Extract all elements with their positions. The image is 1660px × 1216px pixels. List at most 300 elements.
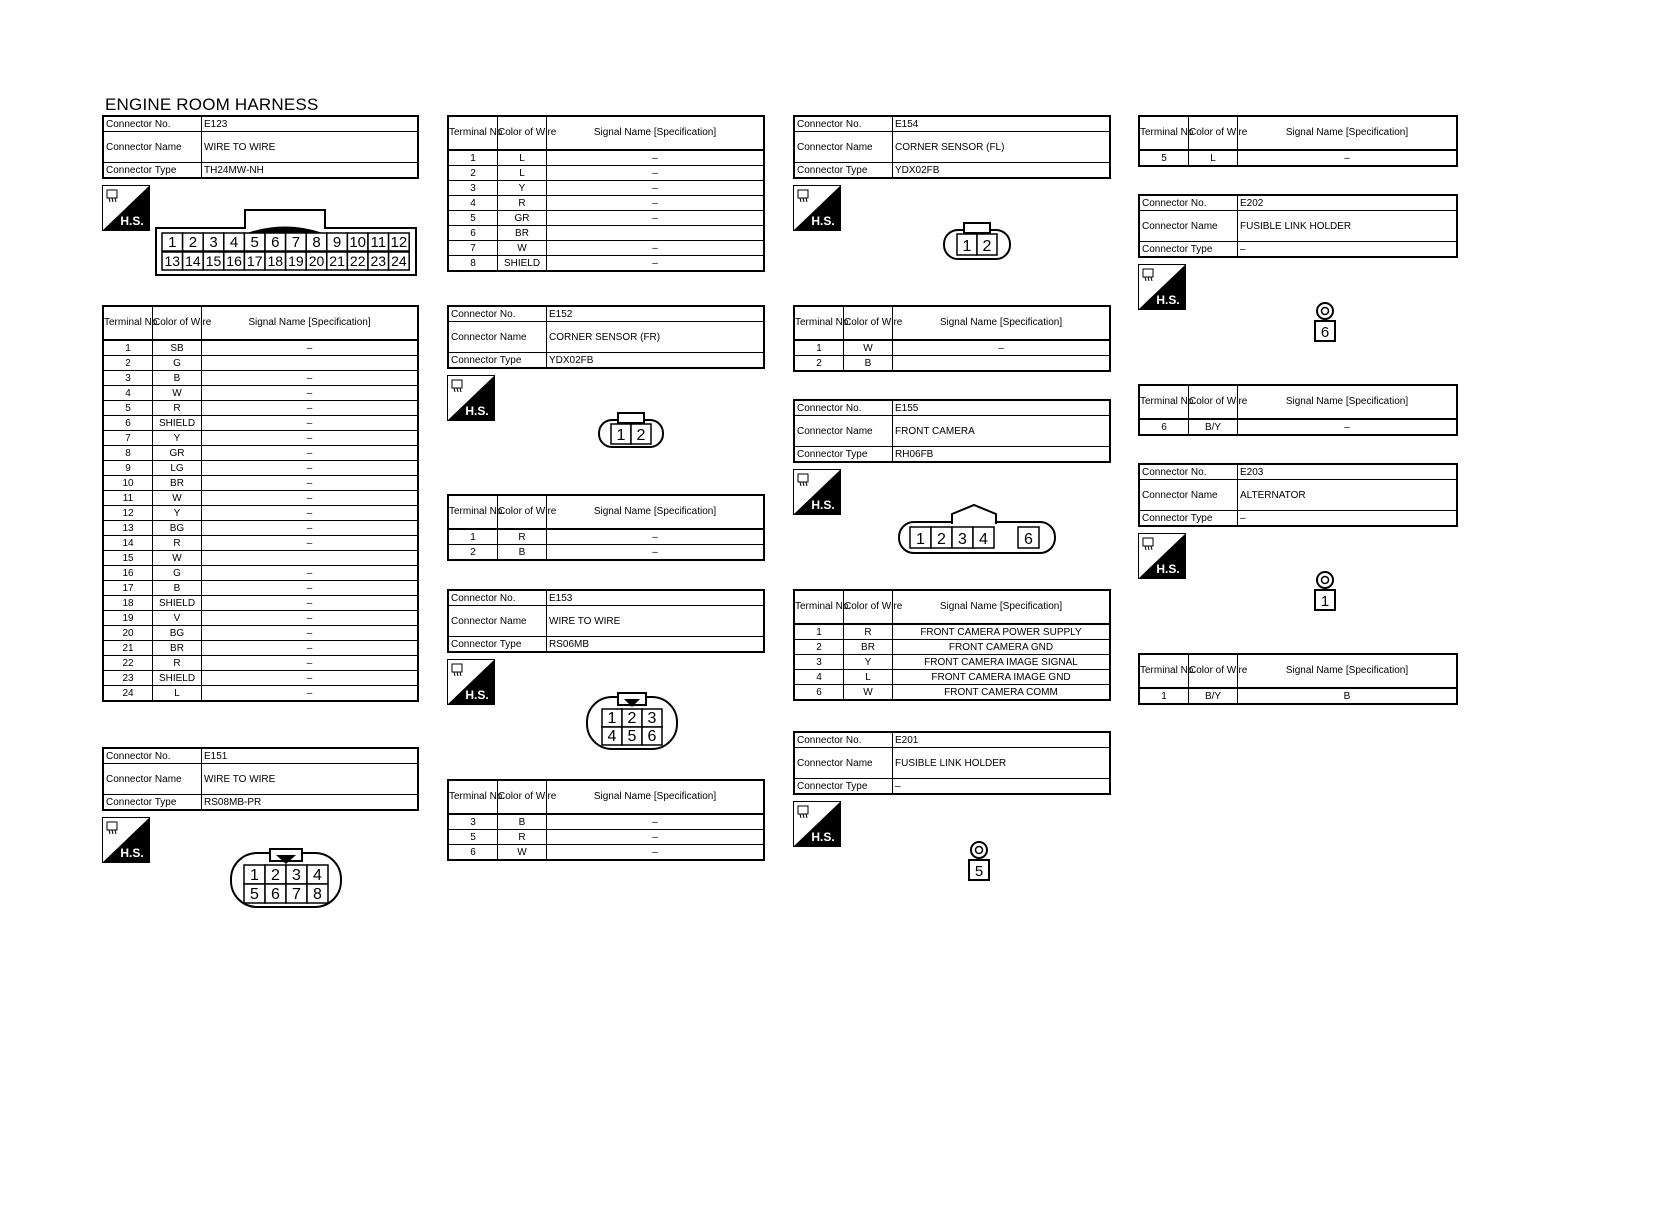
connector-face-e203 — [1312, 571, 1338, 611]
wire-color-cell: R — [498, 196, 547, 211]
terminal-no-cell: 6 — [448, 845, 498, 861]
wire-color-cell: B — [498, 545, 547, 561]
pin-label: 20 — [308, 253, 325, 269]
terminal-row — [448, 150, 764, 166]
connector-type-label: Connector Type — [448, 637, 547, 653]
terminal-no-cell: 6 — [103, 416, 153, 431]
terminal-no-cell: 12 — [103, 506, 153, 521]
signal-name-cell: – — [202, 401, 419, 416]
connector-no-label: Connector No. — [1139, 195, 1238, 211]
terminal-no-cell: 6 — [448, 226, 498, 241]
signal-header: Signal Name [Specification] — [1238, 654, 1458, 688]
terminal-row — [448, 545, 764, 561]
signal-header: Signal Name [Specification] — [893, 590, 1111, 624]
color-header: Color of Wire — [1189, 116, 1238, 150]
connector-name-label: Connector Name — [794, 748, 893, 779]
terminal-no-cell: 22 — [103, 656, 153, 671]
signal-name-cell: – — [547, 181, 765, 196]
hs-label: H.S. — [811, 830, 835, 844]
wire-color-cell: GR — [153, 446, 202, 461]
signal-name-cell: – — [547, 196, 765, 211]
terminal-row — [448, 226, 764, 241]
pin-label: 4 — [229, 234, 239, 251]
hs-label: H.S. — [811, 498, 835, 512]
terminal-row — [103, 656, 418, 671]
terminal-no-cell: 1 — [794, 624, 844, 640]
terminal-row — [103, 671, 418, 686]
color-header: Color of Wire — [1189, 385, 1238, 419]
terminal-row — [448, 830, 764, 845]
terminal-no-cell: 17 — [103, 581, 153, 596]
connector-no-value: E201 — [893, 732, 1111, 748]
terminal-row — [448, 814, 764, 830]
wire-color-cell: L — [153, 686, 202, 702]
terminal-no-cell: 3 — [103, 371, 153, 386]
pin-label: 15 — [205, 253, 222, 269]
connector-no-value: E202 — [1238, 195, 1458, 211]
pin-label: 5 — [250, 234, 259, 251]
terminal-no-cell: 15 — [103, 551, 153, 566]
signal-name-cell: – — [202, 611, 419, 626]
connector-no-label: Connector No. — [103, 116, 202, 132]
pin-label: 1 — [916, 531, 925, 548]
pin-label: 6 — [1024, 531, 1033, 548]
terminal-row — [448, 166, 764, 181]
wire-color-cell: BR — [498, 226, 547, 241]
terminal-no-cell: 18 — [103, 596, 153, 611]
connector-type-label: Connector Type — [103, 163, 202, 179]
terminal-no-cell: 6 — [1139, 419, 1189, 435]
signal-name-cell: – — [202, 521, 419, 536]
connector-type-label: Connector Type — [794, 447, 893, 463]
terminal-no-cell: 13 — [103, 521, 153, 536]
wire-color-cell: B/Y — [1189, 419, 1238, 435]
signal-name-cell: – — [202, 581, 419, 596]
connector-face-e151 — [230, 848, 342, 908]
signal-name-cell: B — [1238, 688, 1458, 704]
terminal-row — [103, 551, 418, 566]
pin-label: 2 — [271, 867, 280, 884]
pin-label: 18 — [267, 253, 284, 269]
pin-label: 1 — [250, 867, 259, 884]
signal-name-cell: – — [202, 506, 419, 521]
pin-label: 1 — [1320, 593, 1330, 610]
terminal-row — [794, 655, 1110, 670]
terminal-row — [103, 371, 418, 386]
terminal-row — [103, 476, 418, 491]
terminal-no-cell: 3 — [448, 814, 498, 830]
wire-color-cell: L — [498, 150, 547, 166]
terminal-no-header: Terminal No. — [794, 306, 844, 340]
pin-label: 2 — [627, 710, 637, 727]
terminal-row — [103, 446, 418, 461]
connector-no-label: Connector No. — [794, 116, 893, 132]
terminal-no-header: Terminal No — [448, 116, 498, 150]
hs-label: H.S. — [1156, 293, 1180, 307]
terminal-row — [1139, 150, 1457, 166]
terminal-table-e151 — [447, 115, 765, 272]
signal-header: Signal Name [Specification] — [547, 780, 765, 814]
connector-no-label: Connector No. — [448, 306, 547, 322]
pin-label: 6 — [647, 728, 657, 745]
terminal-no-cell: 4 — [794, 670, 844, 685]
connector-face-e152 — [598, 412, 664, 448]
terminal-no-cell: 1 — [103, 340, 153, 356]
connector-type-value: RS08MB-PR — [202, 795, 419, 811]
signal-name-cell — [547, 226, 765, 241]
connector-name-label: Connector Name — [794, 416, 893, 447]
pin-label: 1 — [168, 234, 177, 251]
connector-name-value: WIRE TO WIRE — [547, 606, 765, 637]
wire-color-cell: G — [153, 356, 202, 371]
connector-face-e201 — [966, 841, 992, 881]
wire-color-cell: SHIELD — [498, 256, 547, 272]
connector-info-e155 — [793, 399, 1111, 463]
signal-name-cell: FRONT CAMERA POWER SUPPLY — [893, 624, 1111, 640]
wire-color-cell: W — [153, 491, 202, 506]
terminal-row — [794, 685, 1110, 701]
signal-name-cell: – — [202, 566, 419, 581]
terminal-table-e203 — [1138, 653, 1458, 705]
terminal-no-cell: 6 — [794, 685, 844, 701]
wire-color-cell: SB — [153, 340, 202, 356]
terminal-row — [448, 196, 764, 211]
connector-no-value: E155 — [893, 400, 1111, 416]
wire-color-cell: B/Y — [1189, 688, 1238, 704]
pin-label: 19 — [288, 253, 304, 269]
terminal-no-header: Terminal No. — [1139, 654, 1189, 688]
hs-icon — [793, 801, 841, 847]
terminal-row — [448, 256, 764, 272]
terminal-table-e152 — [447, 494, 765, 561]
signal-name-cell: – — [547, 166, 765, 181]
connector-no-value: E151 — [202, 748, 419, 764]
connector-name-value: CORNER SENSOR (FL) — [893, 132, 1111, 163]
connector-no-label: Connector No. — [794, 732, 893, 748]
hs-label: H.S. — [1156, 562, 1180, 576]
connector-type-value: – — [893, 779, 1111, 795]
terminal-row — [103, 626, 418, 641]
pin-label: 22 — [349, 253, 366, 269]
wire-color-cell: SHIELD — [153, 596, 202, 611]
terminal-row — [103, 581, 418, 596]
wire-color-cell: R — [153, 401, 202, 416]
connector-type-value: – — [1238, 242, 1458, 258]
connector-type-label: Connector Type — [1139, 242, 1238, 258]
wire-color-cell: R — [498, 529, 547, 545]
pin-label: 6 — [1320, 324, 1330, 341]
terminal-no-cell: 5 — [448, 211, 498, 226]
pin-label: 8 — [312, 234, 321, 251]
connector-no-value: E152 — [547, 306, 765, 322]
pin-label: 3 — [292, 867, 301, 884]
wire-color-cell: BR — [844, 640, 893, 655]
connector-type-value: – — [1238, 511, 1458, 527]
hs-icon — [1138, 533, 1186, 579]
hs-icon — [793, 185, 841, 231]
color-header: Color of Wire — [498, 495, 547, 529]
connector-info-e202 — [1138, 194, 1458, 258]
terminal-no-cell: 8 — [103, 446, 153, 461]
signal-name-cell: FRONT CAMERA IMAGE SIGNAL — [893, 655, 1111, 670]
pin-label: 24 — [391, 253, 407, 269]
hs-label: H.S. — [811, 214, 835, 228]
connector-info-e153 — [447, 589, 765, 653]
signal-name-cell: – — [202, 626, 419, 641]
connector-name-value: FUSIBLE LINK HOLDER — [893, 748, 1111, 779]
signal-name-cell: – — [202, 656, 419, 671]
wire-color-cell: V — [153, 611, 202, 626]
connector-name-value: FRONT CAMERA — [893, 416, 1111, 447]
wire-color-cell: R — [498, 830, 547, 845]
terminal-row — [103, 641, 418, 656]
pin-label: 5 — [627, 728, 637, 745]
color-header: Color of Wire — [498, 780, 547, 814]
connector-name-label: Connector Name — [794, 132, 893, 163]
pin-label: 3 — [958, 531, 967, 548]
pin-label: 5 — [250, 886, 259, 903]
color-header: Color of Wire — [153, 306, 202, 340]
connector-type-label: Connector Type — [794, 163, 893, 179]
signal-header: Signal Name [Specification] — [893, 306, 1111, 340]
signal-name-cell: – — [547, 845, 765, 861]
signal-header: Signal Name [Specification] — [1238, 385, 1458, 419]
signal-name-cell: – — [202, 536, 419, 551]
connector-type-label: Connector Type — [448, 353, 547, 369]
connector-face-e202 — [1312, 302, 1338, 342]
terminal-row — [103, 536, 418, 551]
signal-name-cell: FRONT CAMERA COMM — [893, 685, 1111, 701]
signal-name-cell: – — [202, 596, 419, 611]
terminal-row — [103, 521, 418, 536]
hs-label: H.S. — [465, 404, 489, 418]
terminal-row — [1139, 688, 1457, 704]
terminal-no-cell: 1 — [794, 340, 844, 356]
terminal-row — [794, 340, 1110, 356]
pin-label: 6 — [271, 886, 280, 903]
terminal-row — [103, 596, 418, 611]
connector-name-label: Connector Name — [103, 764, 202, 795]
signal-name-cell: – — [202, 446, 419, 461]
terminal-no-cell: 19 — [103, 611, 153, 626]
terminal-row — [794, 624, 1110, 640]
wire-color-cell: W — [153, 386, 202, 401]
signal-name-cell: – — [547, 241, 765, 256]
terminal-no-header: Terminal No. — [448, 495, 498, 529]
signal-name-cell: FRONT CAMERA IMAGE GND — [893, 670, 1111, 685]
terminal-row — [448, 181, 764, 196]
wire-color-cell: L — [844, 670, 893, 685]
signal-name-cell: – — [547, 545, 765, 561]
terminal-no-cell: 5 — [103, 401, 153, 416]
hs-icon — [102, 817, 150, 863]
wire-color-cell: BR — [153, 641, 202, 656]
terminal-no-cell: 23 — [103, 671, 153, 686]
hs-icon — [1138, 264, 1186, 310]
signal-name-cell: – — [202, 641, 419, 656]
terminal-table-e154 — [793, 305, 1111, 372]
wire-color-cell: SHIELD — [153, 671, 202, 686]
terminal-no-cell: 5 — [1139, 150, 1189, 166]
terminal-table-e155 — [793, 589, 1111, 701]
terminal-no-header: Terminal No. — [1139, 385, 1189, 419]
wire-color-cell: Y — [498, 181, 547, 196]
terminal-row — [794, 640, 1110, 655]
signal-name-cell: – — [547, 529, 765, 545]
signal-name-cell: – — [202, 340, 419, 356]
pin-label: 3 — [647, 710, 657, 727]
connector-info-e203 — [1138, 463, 1458, 527]
wire-color-cell: LG — [153, 461, 202, 476]
connector-name-value: ALTERNATOR — [1238, 480, 1458, 511]
connector-face-e154 — [943, 222, 1011, 260]
pin-label: 23 — [370, 253, 387, 269]
terminal-row — [103, 491, 418, 506]
connector-name-label: Connector Name — [1139, 480, 1238, 511]
terminal-no-cell: 5 — [448, 830, 498, 845]
terminal-no-cell: 10 — [103, 476, 153, 491]
signal-name-cell: – — [202, 416, 419, 431]
hs-label: H.S. — [120, 214, 144, 228]
signal-name-cell: – — [202, 371, 419, 386]
wire-color-cell: G — [153, 566, 202, 581]
connector-face-e155 — [898, 504, 1056, 554]
connector-type-label: Connector Type — [1139, 511, 1238, 527]
terminal-row — [103, 461, 418, 476]
pin-label: 4 — [313, 867, 322, 884]
signal-header: Signal Name [Specification] — [547, 495, 765, 529]
connector-no-label: Connector No. — [1139, 464, 1238, 480]
signal-name-cell: – — [547, 256, 765, 272]
connector-no-label: Connector No. — [103, 748, 202, 764]
signal-name-cell: – — [547, 150, 765, 166]
terminal-no-cell: 1 — [448, 150, 498, 166]
connector-no-label: Connector No. — [448, 590, 547, 606]
wire-color-cell: R — [844, 624, 893, 640]
pin-label: 6 — [271, 234, 280, 251]
terminal-no-cell: 1 — [1139, 688, 1189, 704]
connector-info-e152 — [447, 305, 765, 369]
terminal-no-cell: 4 — [103, 386, 153, 401]
pin-label: 8 — [313, 886, 322, 903]
connector-name-value: FUSIBLE LINK HOLDER — [1238, 211, 1458, 242]
terminal-no-cell: 7 — [103, 431, 153, 446]
terminal-no-cell: 3 — [794, 655, 844, 670]
connector-no-label: Connector No. — [794, 400, 893, 416]
terminal-row — [794, 356, 1110, 372]
terminal-no-header: Terminal No — [1139, 116, 1189, 150]
signal-name-cell: – — [893, 340, 1111, 356]
pin-label: 5 — [974, 863, 984, 880]
wire-color-cell: B — [844, 356, 893, 372]
terminal-row — [794, 670, 1110, 685]
wire-color-cell: BR — [153, 476, 202, 491]
connector-type-value: YDX02FB — [547, 353, 765, 369]
terminal-no-cell: 2 — [794, 356, 844, 372]
connector-name-label: Connector Name — [448, 606, 547, 637]
pin-label: 13 — [164, 253, 181, 269]
connector-type-value: RH06FB — [893, 447, 1111, 463]
wire-color-cell: W — [844, 685, 893, 701]
page-title: ENGINE ROOM HARNESS — [105, 95, 319, 114]
pin-label: 16 — [226, 253, 242, 269]
wire-color-cell: R — [153, 656, 202, 671]
pin-label: 14 — [185, 253, 201, 269]
terminal-table-e202 — [1138, 384, 1458, 436]
signal-name-cell — [202, 551, 419, 566]
wire-color-cell: W — [498, 241, 547, 256]
signal-header: Signal Name [Specification] — [1238, 116, 1458, 150]
connector-name-label: Connector Name — [448, 322, 547, 353]
terminal-no-header: Terminal No. — [103, 306, 153, 340]
pin-label: 7 — [292, 886, 301, 903]
terminal-no-header: Terminal No. — [794, 590, 844, 624]
connector-name-value: WIRE TO WIRE — [202, 764, 419, 795]
wire-color-cell: W — [844, 340, 893, 356]
wire-color-cell: B — [498, 814, 547, 830]
pin-label: 1 — [616, 427, 626, 444]
signal-name-cell: – — [202, 476, 419, 491]
connector-name-value: CORNER SENSOR (FR) — [547, 322, 765, 353]
connector-no-value: E153 — [547, 590, 765, 606]
color-header: Color of Wire — [498, 116, 547, 150]
wire-color-cell: SHIELD — [153, 416, 202, 431]
color-header: Color of Wire — [1189, 654, 1238, 688]
signal-name-cell: – — [202, 431, 419, 446]
connector-type-value: RS06MB — [547, 637, 765, 653]
signal-name-cell: FRONT CAMERA GND — [893, 640, 1111, 655]
hs-icon — [447, 659, 495, 705]
pin-label: 10 — [349, 234, 367, 251]
connector-info-e154 — [793, 115, 1111, 179]
pin-label: 2 — [188, 234, 198, 251]
signal-header: Signal Name [Specification] — [202, 306, 419, 340]
color-header: Color of Wire — [844, 306, 893, 340]
signal-name-cell: – — [202, 386, 419, 401]
terminal-row — [103, 401, 418, 416]
terminal-no-cell: 11 — [103, 491, 153, 506]
wire-color-cell: BG — [153, 626, 202, 641]
terminal-no-cell: 16 — [103, 566, 153, 581]
pin-label: 7 — [291, 234, 301, 251]
pin-label: 4 — [607, 728, 617, 745]
signal-name-cell: – — [1238, 150, 1458, 166]
pin-label: 1 — [607, 710, 617, 727]
connector-type-label: Connector Type — [103, 795, 202, 811]
terminal-table-e123 — [102, 305, 419, 702]
terminal-row — [103, 431, 418, 446]
signal-name-cell: – — [202, 686, 419, 702]
hs-icon — [793, 469, 841, 515]
connector-type-label: Connector Type — [794, 779, 893, 795]
pin-label: 4 — [979, 531, 988, 548]
wire-color-cell: L — [498, 166, 547, 181]
pin-label: 1 — [962, 238, 972, 255]
hs-icon — [102, 185, 150, 231]
signal-name-cell — [202, 356, 419, 371]
terminal-row — [103, 566, 418, 581]
hs-icon — [447, 375, 495, 421]
terminal-row — [448, 529, 764, 545]
signal-name-cell: – — [1238, 419, 1458, 435]
terminal-row — [103, 686, 418, 702]
pin-label: 9 — [332, 234, 342, 251]
signal-name-cell: – — [547, 830, 765, 845]
terminal-row — [1139, 419, 1457, 435]
connector-no-value: E154 — [893, 116, 1111, 132]
signal-name-cell: – — [202, 491, 419, 506]
hs-label: H.S. — [120, 846, 144, 860]
